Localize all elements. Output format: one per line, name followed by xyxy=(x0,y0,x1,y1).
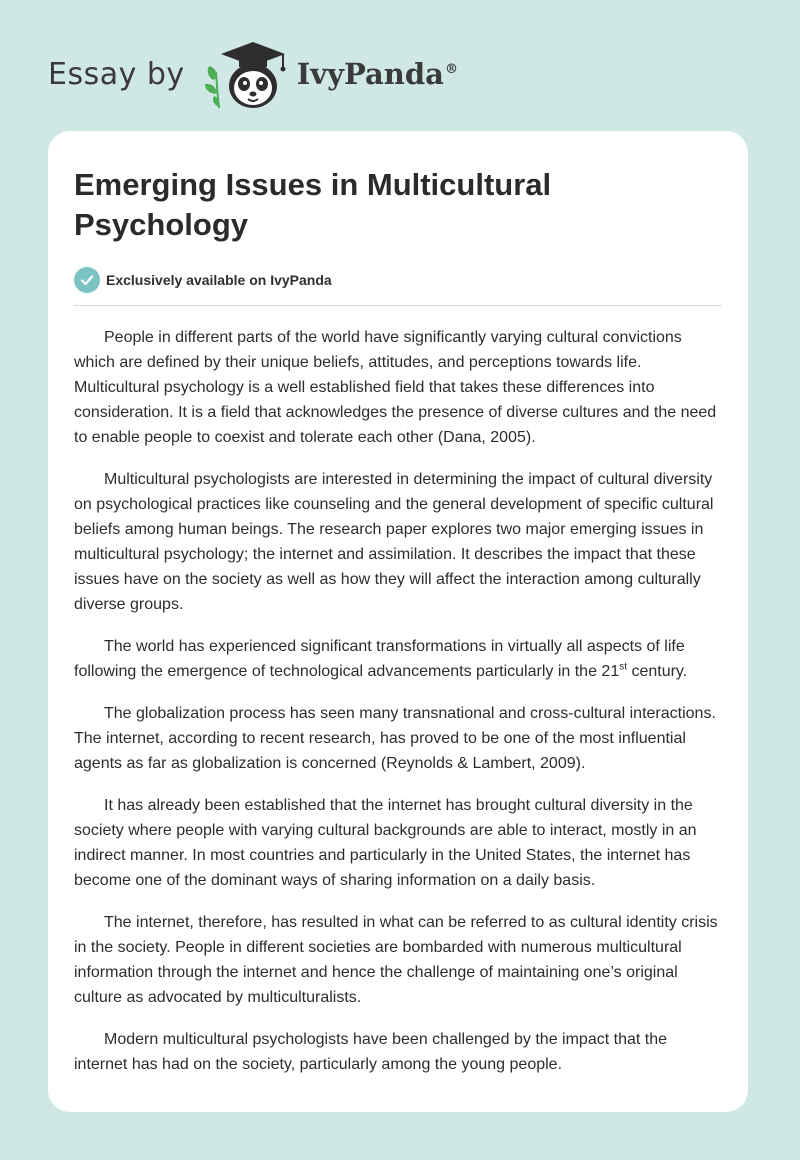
brand-name[interactable]: IvyPanda® xyxy=(296,57,458,91)
essay-title: Emerging Issues in Multicultural Psychology xyxy=(74,167,552,242)
paragraph-3: The world has experienced significant transformations in virtually all aspects of life following the emergence of technological advancements particularly in the 21st century. xyxy=(74,638,688,680)
superscript-st: st xyxy=(619,661,627,673)
divider xyxy=(74,305,722,306)
registered-mark: ® xyxy=(444,62,458,78)
paragraph-6: The internet, therefore, has resulted in what can be referred to as cultural identity crisis in the society. People in different societies are bombarded with numerous multicultural information through the internet and hence the challenge of maintaining one’s original culture as advocated by multiculturalists. xyxy=(74,914,718,1006)
site-header xyxy=(48,34,458,114)
exclusive-badge xyxy=(74,267,722,293)
exclusive-label: Exclusively available on IvyPanda xyxy=(106,272,332,288)
paragraph-7: Modern multicultural psychologists have been challenged by the impact that the internet has had on the society, particularly among the young people. xyxy=(74,1031,667,1073)
check-icon xyxy=(74,267,100,293)
paragraph-1: People in different parts of the world have significantly varying cultural convictions which are defined by their unique beliefs, attitudes, and perceptions towards life. Multicultural psychology is a well established field that takes these differences into consideration. It is a field that acknowledges the presence of diverse cultures and the need to enable people to coexist and tolerate each other (Dana, 2005). xyxy=(74,329,717,446)
panda-logo-icon[interactable] xyxy=(199,36,291,112)
paragraph-5: It has already been established that the internet has brought cultural diversity in the society where people with varying cultural backgrounds are able to interact, mostly in an indirect manner. In most countries and particularly in the United States, the internet has become one of the dominant ways of sharing information on a daily basis. xyxy=(74,797,697,889)
paragraph-4: The globalization process has seen many transnational and cross-cultural interactions. The internet, according to recent research, has proved to be one of the most influential agents as far as globalization is concerned (Reynolds & Lambert, 2009). xyxy=(74,705,716,772)
essay-card xyxy=(48,131,748,1112)
paragraph-2: Multicultural psychologists are interested in determining the impact of cultural diversity on psychological practices like counseling and the general development of specific cultural beliefs among human beings. The research paper explores two major emerging issues in multicultural psychology; the internet and assimilation. It describes the impact that these issues have on the society as well as how they will affect the interaction among culturally diverse groups. xyxy=(74,471,714,613)
essay-by-label: Essay by xyxy=(48,56,185,92)
